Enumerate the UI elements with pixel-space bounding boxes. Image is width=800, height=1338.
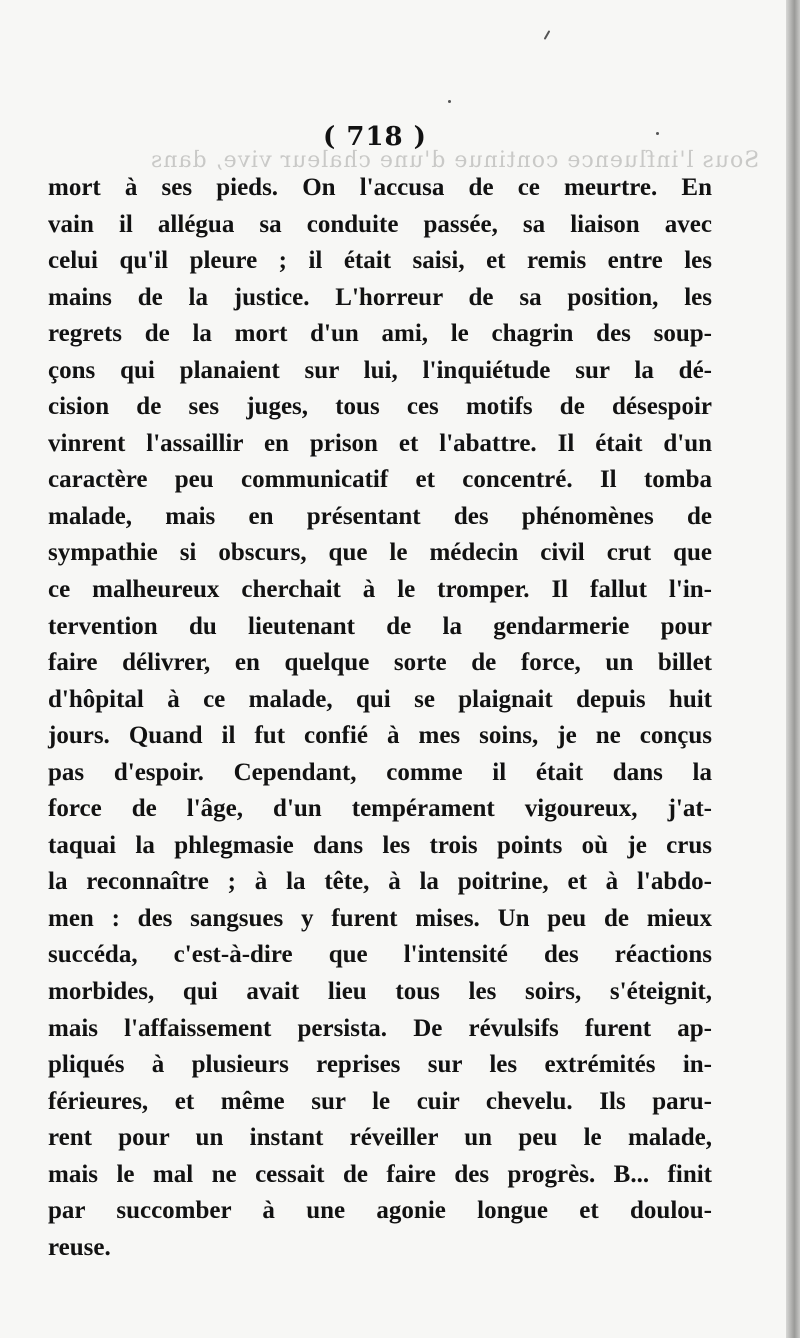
text-line: reuse. <box>48 1233 111 1261</box>
text-line: mort à ses pieds. On l'accusa de ce meurtre. En <box>48 174 712 201</box>
text-line: mais le mal ne cessait de faire des progrès. B... finit <box>48 1160 712 1188</box>
text-line: sympathie si obscurs, que le médecin civil crut que <box>48 539 712 567</box>
ink-speck <box>448 100 451 103</box>
text-line: celui qu'il pleure ; il était saisi, et remis entre les <box>48 247 712 275</box>
text-line: taquai la phlegmasie dans les trois points où je crus <box>48 831 712 859</box>
ink-mark <box>544 30 551 40</box>
text-line: mains de la justice. L'horreur de sa position, les <box>48 283 712 311</box>
text-line: succéda, c'est-à-dire que l'intensité des réactions <box>48 941 712 969</box>
text-line: la reconnaître ; à la tête, à la poitrine, et à l'abdo- <box>48 868 712 896</box>
text-line: par succomber à une agonie longue et doulou- <box>48 1197 712 1225</box>
page-gutter-shadow <box>786 0 800 1338</box>
text-line: çons qui planaient sur lui, l'inquiétude sur la dé- <box>48 356 712 384</box>
text-line: pliqués à plusieurs reprises sur les extrémités in- <box>48 1051 712 1079</box>
text-line: malade, mais en présentant des phénomènes de <box>48 502 712 530</box>
text-line: vinrent l'assaillir en prison et l'abattre. Il était d'un <box>48 429 712 457</box>
text-line: men : des sangsues y furent mises. Un peu de mieux <box>48 904 712 932</box>
text-line: morbides, qui avait lieu tous les soirs, s'éteignit, <box>48 978 712 1006</box>
text-line: tervention du lieutenant de la gendarmerie pour <box>48 612 712 640</box>
text-line: jours. Quand il fut confié à mes soins, je ne conçus <box>48 722 712 750</box>
text-line: d'hôpital à ce malade, qui se plaignait depuis huit <box>48 685 712 713</box>
text-line: rent pour un instant réveiller un peu le malade, <box>48 1124 712 1152</box>
text-line: ce malheureux cherchait à le tromper. Il fallut l'in- <box>48 576 712 604</box>
text-line: cision de ses juges, tous ces motifs de désespoir <box>48 393 712 421</box>
text-line: férieures, et même sur le cuir chevelu. Ils paru- <box>48 1087 712 1115</box>
text-line: vain il allégua sa conduite passée, sa liaison avec <box>48 210 712 238</box>
ink-speck <box>656 132 659 135</box>
page-number: ( 718 ) <box>323 122 427 152</box>
text-line: force de l'âge, d'un tempérament vigoureux, j'at- <box>48 795 712 823</box>
bleed-through-text: Sous l'influence continue d'une chaleur vive, dans <box>150 148 760 173</box>
text-line: faire délivrer, en quelque sorte de force, un billet <box>48 649 712 677</box>
text-line: mais l'affaissement persista. De révulsifs furent ap- <box>48 1014 712 1042</box>
body-text <box>48 170 712 1266</box>
text-line: regrets de la mort d'un ami, le chagrin des soup- <box>48 320 712 348</box>
text-line: caractère peu communicatif et concentré. Il tomba <box>48 466 712 494</box>
text-line: pas d'espoir. Cependant, comme il était dans la <box>48 758 712 786</box>
